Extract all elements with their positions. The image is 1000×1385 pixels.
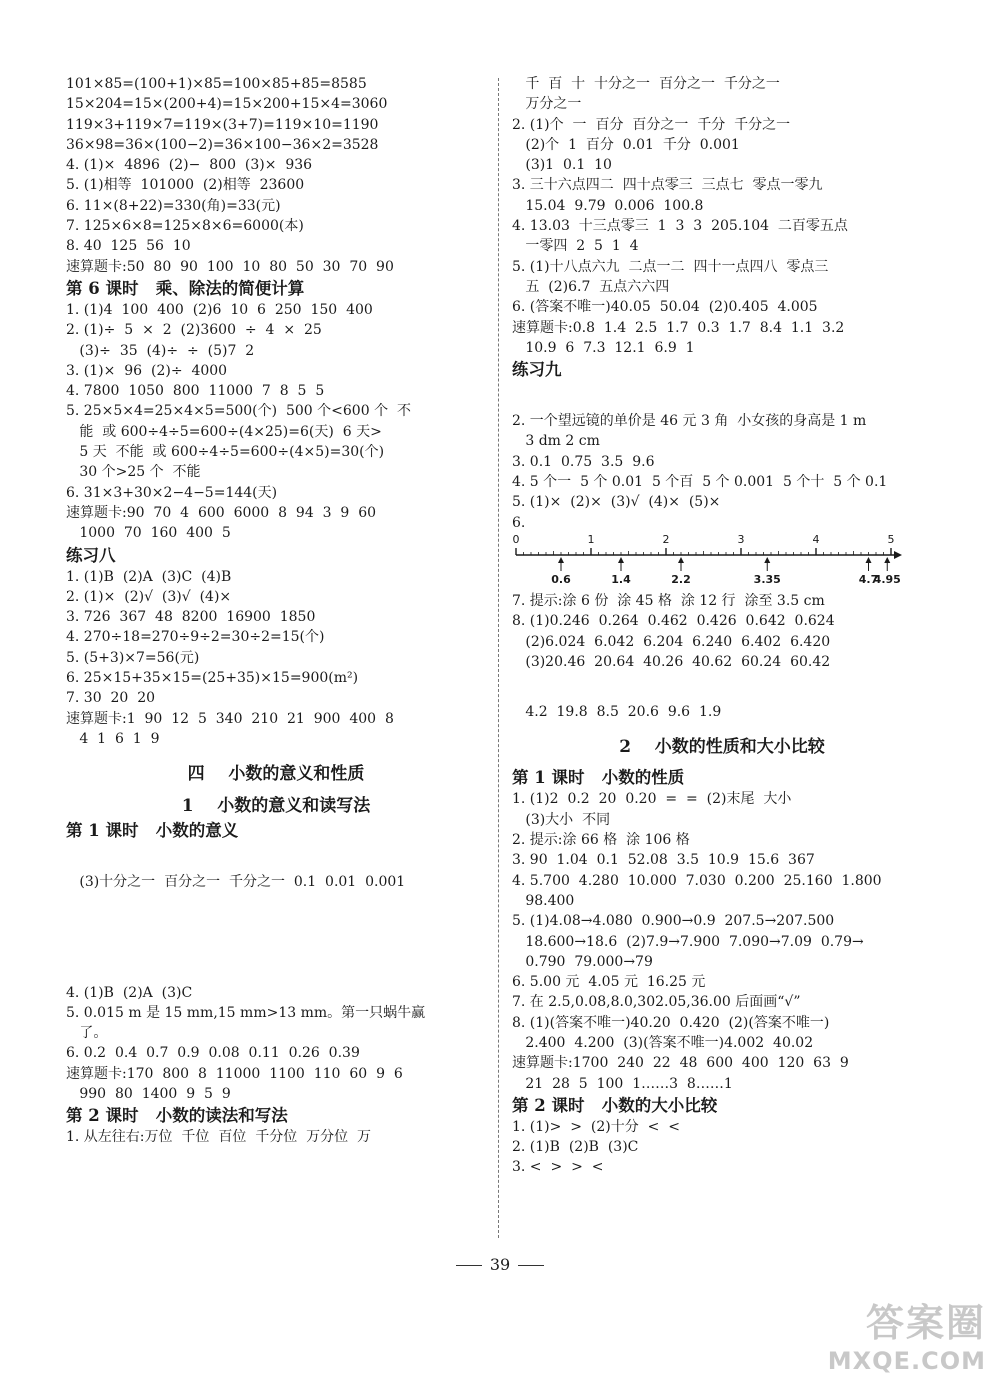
answer-line: 2. (1)× (2)√ (3)√ (4)× [66,588,232,605]
watermark-text-en: MXQE.COM [827,1347,986,1375]
number-line-point-label: 3.35 [753,572,781,586]
lesson-heading: 第 2 课时 小数的大小比较 [512,1095,718,1115]
answer-line: 8. 40 125 56 10 [66,238,191,255]
answer-line: 6. 25×15+35×15=(25+35)×15=900(m²) [66,670,359,687]
answer-line: 2. 一个望远镜的单价是 46 元 3 角 小女孩的身高是 1 m [512,413,867,430]
answer-line-fractions [66,923,486,953]
answer-line: (3)十分之一 百分之一 千分之一 0.1 0.01 0.001 [66,874,406,891]
answer-line: 4. (1)× 4896 (2)− 800 (3)× 936 [66,157,313,174]
watermark-text-cn: 答案圈 [865,1301,986,1345]
answer-line: 5. 0.015 m 是 15 mm,15 mm>13 mm。第一只蜗牛赢 [66,1004,426,1021]
answer-line: (3)20.46 20.64 40.26 40.62 60.24 60.42 [512,653,831,670]
answer-line: 2.400 4.200 (3)(答案不唯一)4.002 40.02 [512,1034,814,1051]
arrowhead-icon [678,557,684,563]
answer-line: 千 百 十 十分之一 百分之一 千分之一 [512,76,780,92]
number-line-point-label: 4.95 [873,572,901,586]
answer-line: 5. (5+3)×7=56(元) [66,649,200,666]
section-title: 2 小数的性质和大小比较 [619,737,825,758]
answer-line: 一零四 2 5 1 4 [512,238,639,255]
section-title: 1 小数的意义和读写法 [181,796,371,817]
answer-line: 3. 726 367 48 8200 16900 1850 [66,609,316,626]
arrowhead-icon [866,557,872,563]
answer-line: 98.400 [512,892,575,909]
answer-line: 18.600→18.6 (2)7.9→7.900 7.090→7.09 0.79→ [512,933,864,950]
answer-line: 3. 90 1.04 0.1 52.08 3.5 10.9 15.6 367 [512,852,815,869]
right-column [512,74,932,1178]
arrowhead-icon [764,557,770,563]
lesson-heading: 第 2 课时 小数的读法和写法 [66,1106,288,1126]
answer-line: 4.2 19.8 8.5 20.6 9.6 1.9 [512,704,722,721]
answer-line: 6. [512,514,526,531]
answer-line: 7. 提示:涂 6 份 涂 45 格 涂 12 行 涂至 3.5 cm [512,592,825,609]
answer-line: 10.9 6 7.3 12.1 6.9 1 [512,339,695,356]
quick-calc-card: 速算题卡:1 90 12 5 340 210 21 900 400 8 [66,710,394,727]
answer-line: 3 dm 2 cm [512,433,600,450]
answer-line: 1. (1)2 0.2 20 0.20 = = (2)末尾 大小 [512,791,792,808]
number-line-tick-label: 3 [737,532,745,546]
number-line-tick-label: 4 [812,532,820,546]
answer-line: 5. (1)× (2)× (3)√ (4)× (5)× [512,494,721,511]
answer-line: 3. (1)× 96 (2)÷ 4000 [66,362,228,379]
number-line-tick-label: 1 [587,532,595,546]
answer-line: 3. 三十六点四二 四十点零三 三点七 零点一零九 [512,177,823,194]
answer-line: 4. 270÷18=270÷9÷2=30÷2=15(个) [66,629,325,646]
answer-line: 5 天 不能 或 600÷4÷5=600÷(4×5)=30(个) [66,444,385,461]
answer-line: 能 或 600÷4÷5=600÷(4×25)=6(天) 6 天> [66,423,382,440]
answer-line: 4. 5 个一 5 个 0.01 5 个百 5 个 0.001 5 个十 5 个 0.1 [512,474,888,491]
answer-line-fractions [66,842,486,872]
watermark-logo [828,1292,986,1375]
number-line-point-label: 0.6 [551,572,571,586]
answer-line: 8. (1)0.246 0.264 0.462 0.426 0.642 0.624 [512,613,835,630]
answer-line: 5. 25×5×4=25×4×5=500(个) 500 个<600 个 不 [66,403,411,420]
answer-line: 21 28 5 100 1……3 8……1 [512,1075,733,1092]
answer-line: 5. (1)4.08→4.080 0.900→0.9 207.5→207.500 [512,913,835,930]
number-line-tick-label: 0 [512,532,520,546]
answer-line: 6. 5.00 元 4.05 元 16.25 元 [512,974,706,991]
answer-line: 4. 7800 1050 800 11000 7 8 5 5 [66,383,325,400]
answer-line: 1. (1)B (2)A (3)C (4)B [66,568,232,585]
answer-line: 7. 在 2.5,0.08,8.0,302.05,36.00 后面画“√” [512,994,801,1011]
number-line-tick-label: 5 [887,532,895,546]
answer-line: 4 1 6 1 9 [66,730,160,747]
answer-line: 4. 5.700 4.280 10.000 7.030 0.200 25.160 1.800 [512,872,882,889]
page-number: 39 [0,1255,1000,1274]
answer-line: (2)6.024 6.042 6.204 6.240 6.402 6.420 [512,633,831,650]
column-divider [498,78,499,1238]
answer-line: 5. (1)十八点六九 二点一二 四十一点四八 零点三 [512,258,829,275]
lesson-heading: 第 6 课时 乘、除法的简便计算 [66,278,305,298]
left-column [66,74,486,1148]
answer-line: 15.04 9.79 0.006 100.8 [512,197,704,214]
exercise-heading: 练习八 [66,545,116,565]
answer-line: (3)÷ 35 (4)÷ ÷ (5)7 2 [66,342,255,359]
answer-line: 2. 提示:涂 66 格 涂 106 格 [512,832,690,849]
answer-line: 6. 11×(8+22)=330(角)=33(元) [66,197,281,214]
number-line-diagram [512,533,932,591]
number-line-tick-label: 2 [662,532,670,546]
answer-line: 36×98=36×(100−2)=36×100−36×2=3528 [66,136,379,153]
answer-line: 五 (2)6.7 五点六六四 [512,278,670,295]
answer-line: 1000 70 160 400 5 [66,525,231,542]
answer-line-fractions [66,893,486,923]
answer-line: 6. 31×3+30×2−4−5=144(天) [66,484,278,501]
answer-line-fractions [512,381,932,411]
exercise-heading: 练习九 [512,360,562,380]
number-line-point-label: 1.4 [611,572,631,586]
answer-line: 7. 125×6×8=125×8×6=6000(本) [66,218,304,235]
answer-line: 101×85=(100+1)×85=100×85+85=8585 [66,76,367,92]
number-line-arrow-icon [894,551,902,559]
answer-line: 2. (1)B (2)B (3)C [512,1139,639,1156]
answer-line: 30 个>25 个 不能 [66,464,201,481]
answer-line: 万分之一 [512,96,582,113]
answer-line: 3. < > > < [512,1159,604,1176]
answer-line: 7. 30 20 20 [66,690,156,707]
answer-line: 5. (1)相等 101000 (2)相等 23600 [66,177,305,194]
answer-line: 990 80 1400 9 5 9 [66,1085,231,1102]
answer-line: 1. 从左往右:万位 千位 百位 千分位 万分位 万 [66,1129,372,1146]
quick-calc-card: 速算题卡:50 80 90 100 10 80 50 30 70 90 [66,258,394,275]
answer-line: 15×204=15×(200+4)=15×200+15×4=3060 [66,96,388,113]
lesson-heading: 第 1 课时 小数的性质 [512,768,685,788]
answer-line: 1. (1)> > (2)十分 < < [512,1118,680,1135]
answer-line: 2. (1)÷ 5 × 2 (2)3600 ÷ 4 × 25 [66,322,322,339]
arrowhead-icon [884,557,890,563]
quick-calc-card: 速算题卡:1700 240 22 48 600 400 120 63 9 [512,1055,849,1072]
unit-title: 四 小数的意义和性质 [187,764,365,785]
answer-line: (3)大小 不同 [512,811,611,828]
quick-calc-card: 速算题卡:170 800 8 11000 1100 110 60 9 6 [66,1065,403,1082]
answer-line-fractions [66,953,486,983]
quick-calc-card: 速算题卡:0.8 1.4 2.5 1.7 0.3 1.7 8.4 1.1 3.2 [512,319,845,336]
arrowhead-icon [558,557,564,563]
lesson-heading: 第 1 课时 小数的意义 [66,821,239,841]
answer-line: 119×3+119×7=119×(3+7)=119×10=1190 [66,116,379,133]
arrowhead-icon [618,557,624,563]
answer-line: 1. (1)4 100 400 (2)6 10 6 250 150 400 [66,301,373,318]
number-line-point-label: 2.2 [671,572,691,586]
answer-line: 0.790 79.000→79 [512,953,653,970]
answer-line: 4. 13.03 十三点零三 1 3 3 205.104 二百零五点 [512,218,848,235]
answer-line: 3. 0.1 0.75 3.5 9.6 [512,453,655,470]
answer-line: 2. (1)个 一 百分 百分之一 千分 千分之一 [512,116,791,133]
answer-line: 了。 [66,1025,108,1042]
answer-line: (3)1 0.1 10 [512,157,612,174]
answer-line: 4. (1)B (2)A (3)C [66,984,193,1001]
quick-calc-card: 速算题卡:90 70 4 600 6000 8 94 3 9 60 [66,504,377,521]
quick-calc-card [512,672,932,702]
answer-line: 8. (1)(答案不唯一)40.20 0.420 (2)(答案不唯一) [512,1014,830,1031]
number-line-point-label: 4.7 [858,572,879,586]
answer-line: (2)个 1 百分 0.01 千分 0.001 [512,136,740,153]
answer-line: 6. (答案不唯一)40.05 50.04 (2)0.405 4.005 [512,299,818,316]
answer-line: 6. 0.2 0.4 0.7 0.9 0.08 0.11 0.26 0.39 [66,1045,360,1062]
